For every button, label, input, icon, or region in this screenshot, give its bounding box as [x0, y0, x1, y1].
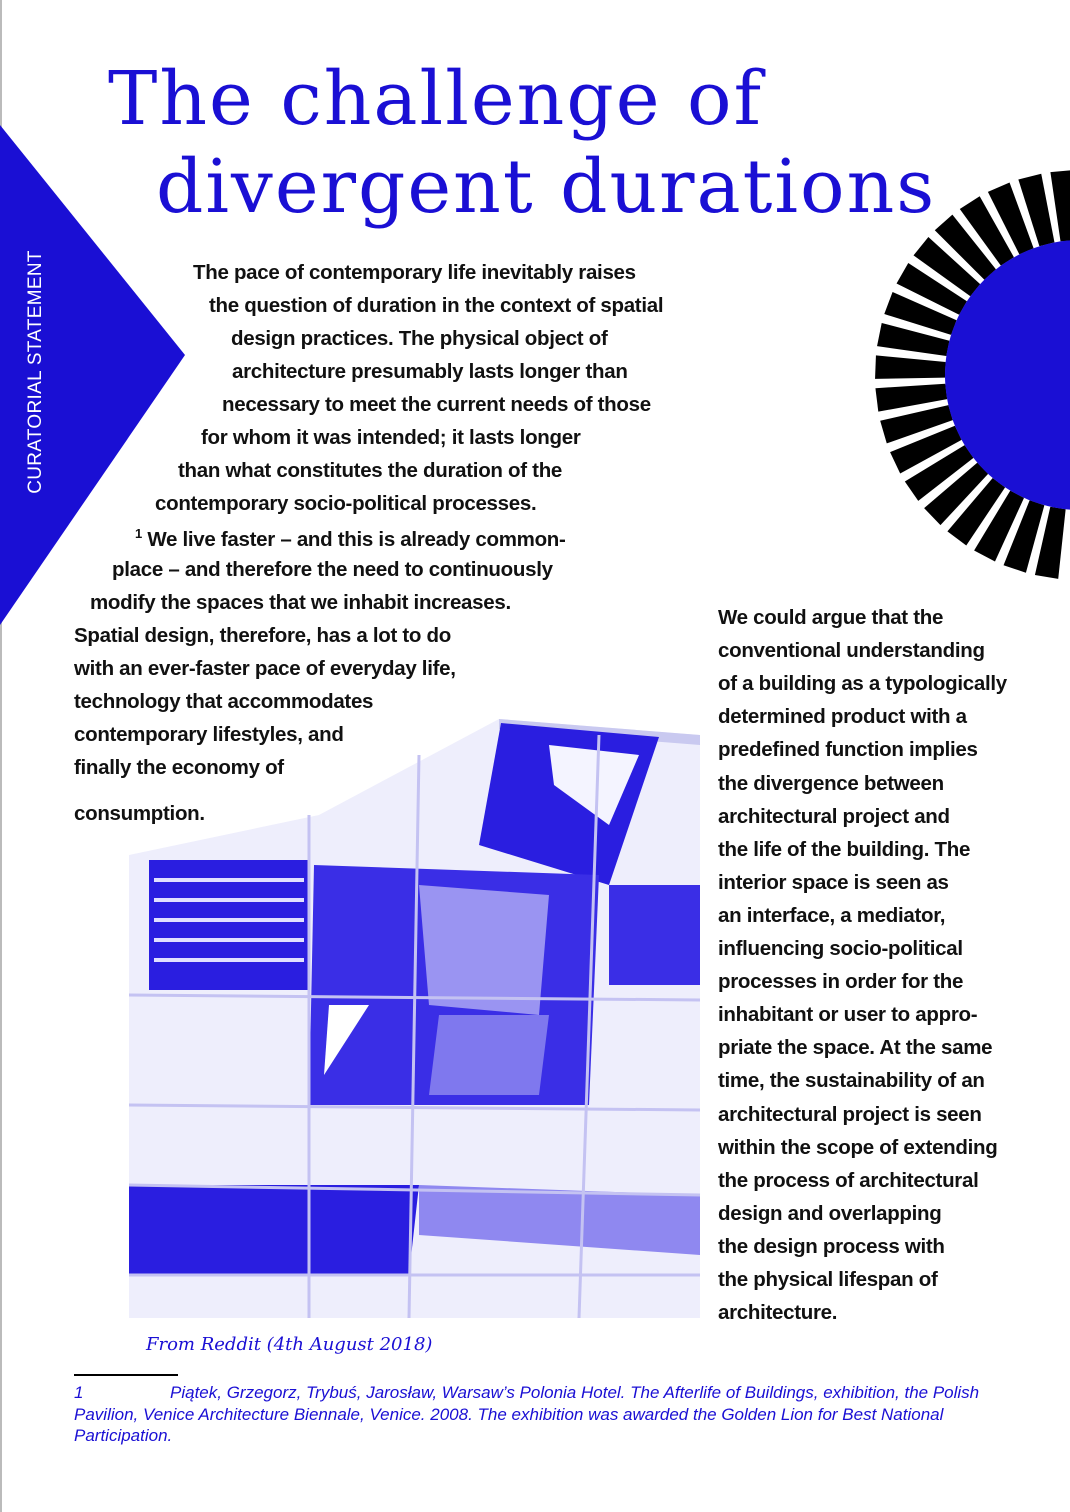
- intro-line: [135, 527, 566, 550]
- sunburst-ray: [875, 384, 947, 412]
- right-line: within the scope of extending: [718, 1135, 998, 1159]
- sunburst-ray: [875, 355, 946, 379]
- intro-line: place – and therefore the need to continuously: [112, 558, 553, 581]
- intro-line: design practices. The physical object of: [231, 327, 608, 350]
- footnote: [74, 1382, 994, 1447]
- right-line: inhabitant or user to appro-: [718, 1003, 978, 1027]
- sunburst-ray: [1050, 170, 1070, 241]
- intro-line: with an ever-faster pace of everyday life,: [74, 657, 456, 680]
- section-label: CURATORIAL STATEMENT: [25, 250, 46, 494]
- right-line: an interface, a mediator,: [718, 903, 946, 927]
- title-line-1: The challenge of: [108, 56, 763, 142]
- intro-line: than what constitutes the duration of the: [178, 459, 563, 482]
- right-line: the physical lifespan of: [718, 1268, 938, 1291]
- footnote-rule: [74, 1374, 178, 1376]
- right-line: the process of architectural: [718, 1168, 979, 1192]
- intro-line: for whom it was intended; it lasts longer: [201, 426, 581, 449]
- title-line-2: divergent durations: [156, 144, 937, 230]
- intro-line: consumption.: [74, 802, 205, 825]
- right-line: determined product with a: [718, 705, 967, 729]
- right-line: We could argue that the: [718, 606, 944, 629]
- right-line: the design process with: [718, 1234, 945, 1258]
- right-line: of a building as a typologically: [718, 672, 1007, 696]
- right-line: interior space is seen as: [718, 870, 949, 894]
- intro-line-text: We live faster – and this is already common-: [147, 527, 566, 551]
- intro-line: Spatial design, therefore, has a lot to do: [74, 624, 451, 647]
- ceiling-photo: [129, 715, 701, 1319]
- intro-line: technology that accommodates: [74, 690, 374, 713]
- right-line: the life of the building. The: [718, 837, 971, 861]
- right-line: conventional understanding: [718, 639, 985, 663]
- right-line: priate the space. At the same: [718, 1036, 993, 1060]
- intro-line: contemporary lifestyles, and: [74, 723, 344, 746]
- right-line: the divergence between: [718, 771, 944, 795]
- intro-line: the question of duration in the context of spatial: [209, 294, 664, 317]
- sunburst-graphic: [850, 160, 1070, 590]
- footnote-text: Piątek, Grzegorz, Trybuś, Jarosław, Warsaw’s Polonia Hotel. The Afterlife of Buildings, exhibition, the Polish Pavilion, Venice Architecture Biennale, Venice. 2008. The exhibition was awarded the Golden Lion for Best National Participation.: [74, 1383, 980, 1445]
- right-line: architectural project and: [718, 804, 950, 828]
- right-line: influencing socio-political: [718, 937, 963, 960]
- intro-line: The pace of contemporary life inevitably raises: [193, 261, 636, 284]
- right-line: architecture.: [718, 1301, 838, 1325]
- right-line: time, the sustainability of an: [718, 1069, 985, 1093]
- intro-line: modify the spaces that we inhabit increases.: [90, 591, 511, 614]
- footnote-marker: 1: [135, 526, 142, 541]
- right-line: predefined function implies: [718, 738, 978, 762]
- intro-line: architecture presumably lasts longer than: [232, 360, 628, 383]
- intro-line: contemporary socio-political processes.: [155, 492, 537, 515]
- photo-caption: From Reddit (4th August 2018): [146, 1334, 433, 1355]
- intro-line: necessary to meet the current needs of those: [222, 393, 651, 416]
- footnote-number: 1: [74, 1383, 84, 1402]
- right-line: design and overlapping: [718, 1201, 942, 1225]
- right-line: architectural project is seen: [718, 1102, 982, 1126]
- right-line: processes in order for the: [718, 970, 964, 994]
- intro-line: finally the economy of: [74, 756, 284, 779]
